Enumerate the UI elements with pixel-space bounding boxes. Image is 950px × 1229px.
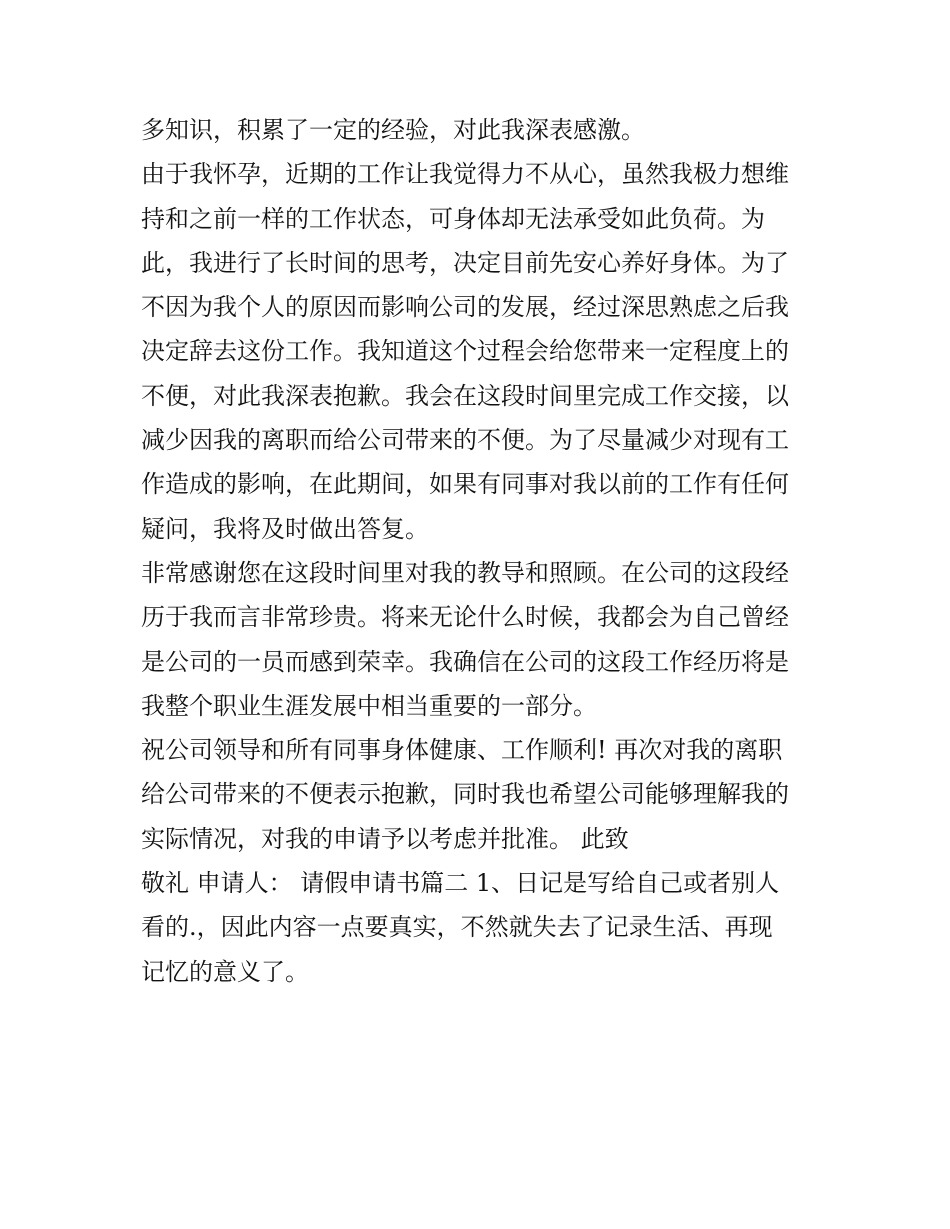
text-line: 看的.，因此内容一点要真实，不然就失去了记录生活、再现 xyxy=(141,913,773,942)
text-line: 作造成的影响，在此期间，如果有同事对我以前的工作有任何 xyxy=(141,470,789,499)
text-line: 实际情况，对我的申请予以考虑并批准。 此致 xyxy=(141,824,629,853)
text-line: 决定辞去这份工作。我知道这个过程会给您带来一定程度上的 xyxy=(141,337,789,366)
text-line: 不因为我个人的原因而影响公司的发展，经过深思熟虑之后我 xyxy=(141,293,789,322)
text-line: 非常感谢您在这段时间里对我的教导和照顾。在公司的这段经 xyxy=(141,558,789,587)
text-line: 是公司的一员而感到荣幸。我确信在公司的这段工作经历将是 xyxy=(141,647,789,676)
text-line: 给公司带来的不便表示抱歉，同时我也希望公司能够理解我的 xyxy=(141,780,789,809)
text-line: 敬礼 申请人： 请假申请书篇二 1、日记是写给自己或者别人 xyxy=(141,869,780,898)
text-line: 此，我进行了长时间的思考，决定目前先安心养好身体。为了 xyxy=(141,248,789,277)
text-line: 记忆的意义了。 xyxy=(141,957,309,986)
text-line: 疑问，我将及时做出答复。 xyxy=(141,514,429,543)
text-line: 由于我怀孕，近期的工作让我觉得力不从心，虽然我极力想维 xyxy=(141,160,789,189)
text-line: 历于我而言非常珍贵。将来无论什么时候，我都会为自己曾经 xyxy=(141,603,789,632)
text-line: 我整个职业生涯发展中相当重要的一部分。 xyxy=(141,691,597,720)
text-line: 不便，对此我深表抱歉。我会在这段时间里完成工作交接，以 xyxy=(141,381,789,410)
text-line: 持和之前一样的工作状态，可身体却无法承受如此负荷。为 xyxy=(141,204,765,233)
text-line: 多知识，积累了一定的经验，对此我深表感激。 xyxy=(141,116,645,144)
text-line: 减少因我的离职而给公司带来的不便。为了尽量减少对现有工 xyxy=(141,426,789,455)
text-line: 祝公司领导和所有同事身体健康、工作顺利! 再次对我的离职 xyxy=(141,736,783,765)
document-body xyxy=(141,108,821,994)
